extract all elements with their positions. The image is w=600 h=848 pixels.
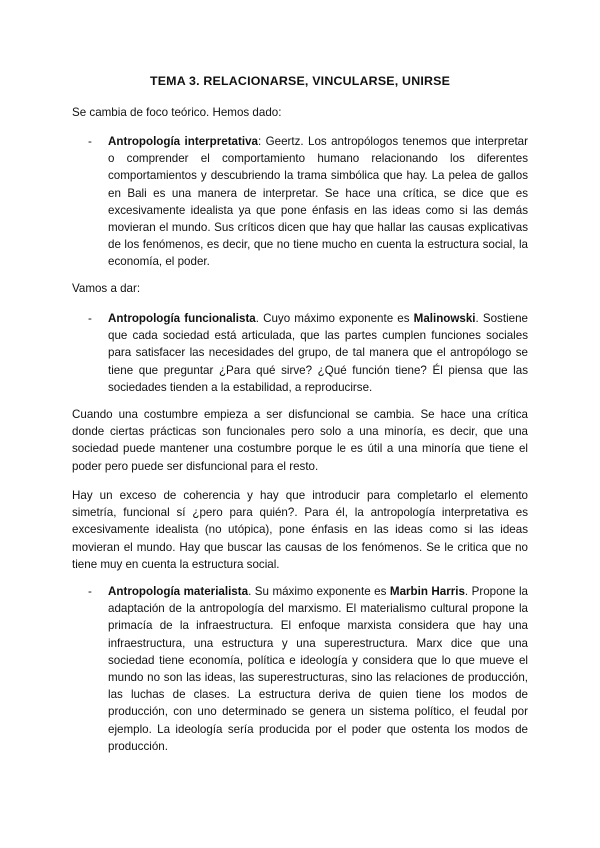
author-malinowski: Malinowski [413, 312, 476, 325]
page-title: TEMA 3. RELACIONARSE, VINCULARSE, UNIRSE [149, 74, 451, 88]
list-item-funcionalista [108, 310, 528, 396]
list-item-interpretativa [108, 133, 528, 271]
intro-paragraph: Se cambia de foco teórico. Hemos dado: [72, 106, 282, 119]
bullet-marker: - [88, 585, 92, 598]
bullet-marker: - [88, 135, 92, 148]
vamos-paragraph: Vamos a dar: [72, 282, 141, 295]
text-funcionalista-b: . Sostiene que cada sociedad está articulada, que las partes cumplen funciones sociales para satisfacer las necesidades del grupo, de tal manera que el antropólogo se tiene que preguntar ¿Para qué sirve? ¿Qué función tiene? Él piensa que las sociedades tienden a la estabilidad, a reproducirse. [108, 312, 528, 394]
text-materialista-b: . Propone la adaptación de la antropología del marxismo. El materialismo cultural propone la primacía de la infraestructura. El enfoque marxista considera que hay una infraestructura, una estructura y una superestructura. Marx dice que una sociedad tiene economía, política e ideología y considera que lo que mueve el mundo no son las ideas, las superestructuras, sino las relaciones de producción, las luchas de clases. La estructura deriva de quien tiene los modos de producción, con uno determinado se genera un sistema político, el feudal por ejemplo. La ideología sería producida por el poder que ostenta los modos de producción. [108, 585, 528, 753]
paragraph-disfuncional: Cuando una costumbre empieza a ser disfuncional se cambia. Se hace una crítica donde ciertas prácticas son funcionales pero solo a una minoría, es decir, que una sociedad puede mantener una costumbre porque le es útil a una minoría que tiene el poder pero puede ser disfuncional para el resto. [72, 408, 528, 473]
term-funcionalista: Antropología funcionalista [108, 312, 256, 325]
list-item-materialista [108, 583, 528, 755]
term-materialista: Antropología materialista [108, 585, 249, 598]
text-interpretativa: : Geertz. Los antropólogos tenemos que interpretar o comprender el comportamiento humano relacionando los diferentes comportamientos y descubriendo la trama simbólica que hay. La pelea de gallos en Bali es una manera de interpretar. Se hace una crítica, se dice que es excesivamente idealista ya que pone énfasis en las ideas como si las demás movieran el mundo. Sus críticos dicen que hay que hallar las causas explicativas de los fenómenos, es decir, que no tiene mucho en cuenta la estructura social, la economía, el poder. [108, 135, 528, 269]
author-harris: Marbin Harris [389, 585, 465, 598]
paragraph-coherencia: Hay un exceso de coherencia y hay que introducir para completarlo el elemento simetría, funcional sí ¿pero para quién?. Para él, la antropología interpretativa es excesivamente idealista (no utópica), pone énfasis en las ideas como si las ideas movieran el mundo. Hay que buscar las causas de los fenómenos. Se le critica que no tiene muy en cuenta la estructura social. [72, 489, 528, 571]
text-funcionalista-a: . Cuyo máximo exponente es [255, 312, 414, 325]
term-interpretativa: Antropología interpretativa [108, 135, 258, 148]
text-materialista-a: . Su máximo exponente es [248, 585, 390, 598]
bullet-marker: - [88, 312, 92, 325]
